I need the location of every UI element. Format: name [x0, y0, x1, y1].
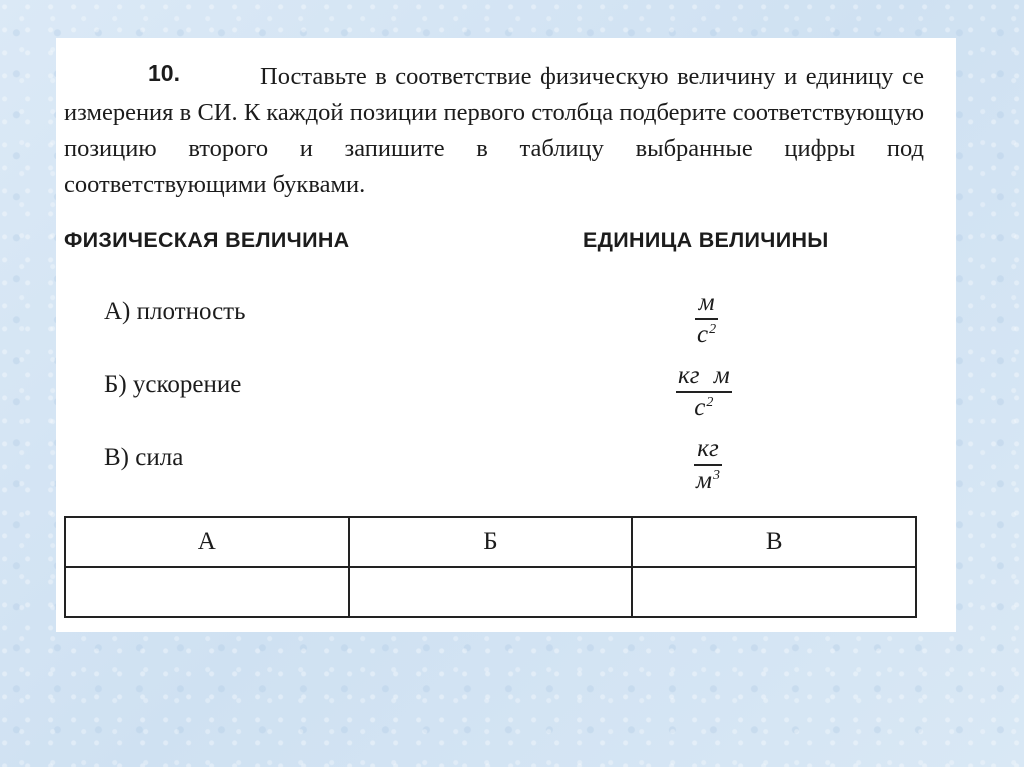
unit-3-exponent: 3 [712, 467, 720, 483]
right-column-header: ЕДИНИЦА ВЕЛИЧИНЫ [583, 228, 829, 252]
unit-fraction-3 [694, 436, 722, 493]
fraction-bar [694, 464, 722, 466]
unit-1-denominator: с [697, 320, 709, 348]
answer-cell-a[interactable] [65, 567, 349, 617]
unit-fraction-1 [695, 290, 718, 347]
answer-header-c: В [632, 517, 916, 567]
quantity-item-c: В) сила [104, 444, 184, 471]
answer-cell-b[interactable] [349, 567, 633, 617]
unit-2-denominator: с [694, 393, 706, 421]
quantity-item-a: А) плотность [104, 298, 246, 325]
task-text: Поставьте в соответствие физическую величину и единицу се измерения в СИ. К каждой позиции первого столбца подберите соответствующую позицию второго и запишите в таблицу выбранные цифры под соответствующими буквами. [64, 63, 924, 198]
task-sheet [56, 38, 956, 632]
fraction-bar [695, 318, 718, 320]
unit-1-exponent: 2 [709, 321, 717, 337]
answer-table-value-row [65, 567, 916, 617]
unit-3-denominator: м [696, 466, 712, 494]
task-number: 10. [148, 60, 180, 86]
unit-3-numerator: кг [697, 435, 719, 462]
unit-1-numerator: м [698, 289, 715, 316]
left-column-header: ФИЗИЧЕСКАЯ ВЕЛИЧИНА [64, 228, 350, 252]
unit-2-numerator: кг м [678, 362, 730, 389]
fraction-bar [676, 391, 732, 393]
answer-table-header-row [65, 517, 916, 567]
quantity-item-b: Б) ускорение [104, 371, 242, 398]
unit-2-exponent: 2 [706, 394, 714, 410]
unit-fraction-2 [676, 363, 732, 420]
answer-cell-c[interactable] [632, 567, 916, 617]
answer-header-b: Б [349, 517, 633, 567]
answer-header-a: А [65, 517, 349, 567]
answer-table [64, 516, 917, 618]
